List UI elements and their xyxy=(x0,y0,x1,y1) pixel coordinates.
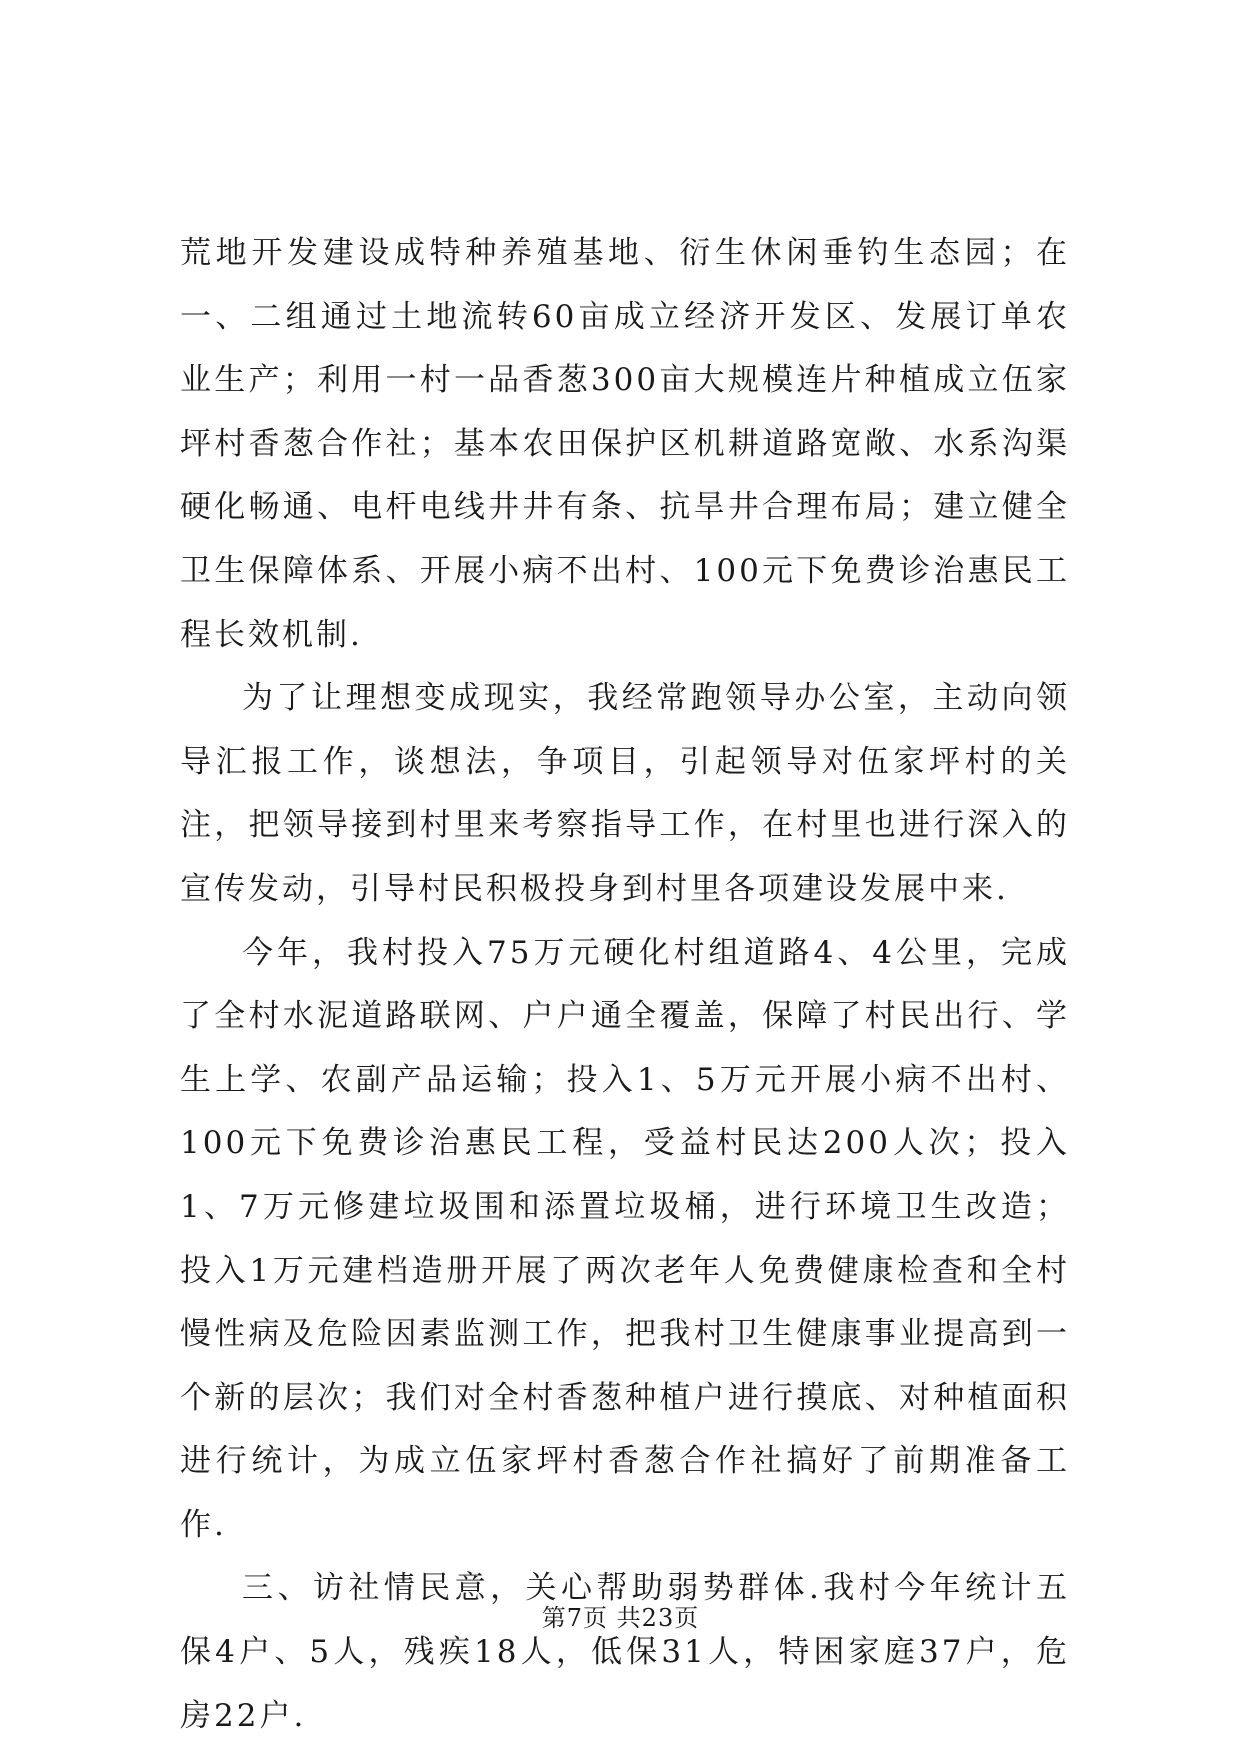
body-text xyxy=(180,222,1070,1748)
paragraph-section-three: 三、访社情民意，关心帮助弱势群体.我村今年统计五保4户、5人，残疾18人，低保31人，特困家庭37户，危房22户. xyxy=(180,1570,1070,1734)
paragraph-continuation: 荒地开发建设成特种养殖基地、衍生休闲垂钓生态园；在一、二组通过土地流转60亩成立经济开发区、发展订单农业生产；利用一村一品香葱300亩大规模连片种植成立伍家坪村香葱合作社；基本农田保护区机耕道路宽敞、水系沟渠硬化畅通、电杆电线井井有条、抗旱井合理布局；建立健全卫生保障体系、开展小病不出村、100元下免费诊治惠民工程长效机制. xyxy=(180,235,1070,653)
page-number-footer: 第7页 共23页 xyxy=(541,1604,700,1632)
paragraph-this-year-investment: 今年，我村投入75万元硬化村组道路4、4公里，完成了全村水泥道路联网、户户通全覆盖，保障了村民出行、学生上学、农副产品运输；投入1、5万元开展小病不出村、100元下免费诊治惠民工程，受益村民达200人次；投入1、7万元修建垃圾围和添置垃圾桶，进行环境卫生改造；投入1万元建档造册开展了两次老年人免费健康检查和全村慢性病及危险因素监测工作，把我村卫生健康事业提高到一个新的层次；我们对全村香葱种植户进行摸底、对种植面积进行统计，为成立伍家坪村香葱合作社搞好了前期准备工作. xyxy=(180,934,1070,1543)
paragraph-reporting-work: 为了让理想变成现实，我经常跑领导办公室，主动向领导汇报工作，谈想法，争项目，引起领导对伍家坪村的关注，把领导接到村里来考察指导工作，在村里也进行深入的宣传发动，引导村民积极投身到村里各项建设发展中来. xyxy=(180,680,1070,907)
